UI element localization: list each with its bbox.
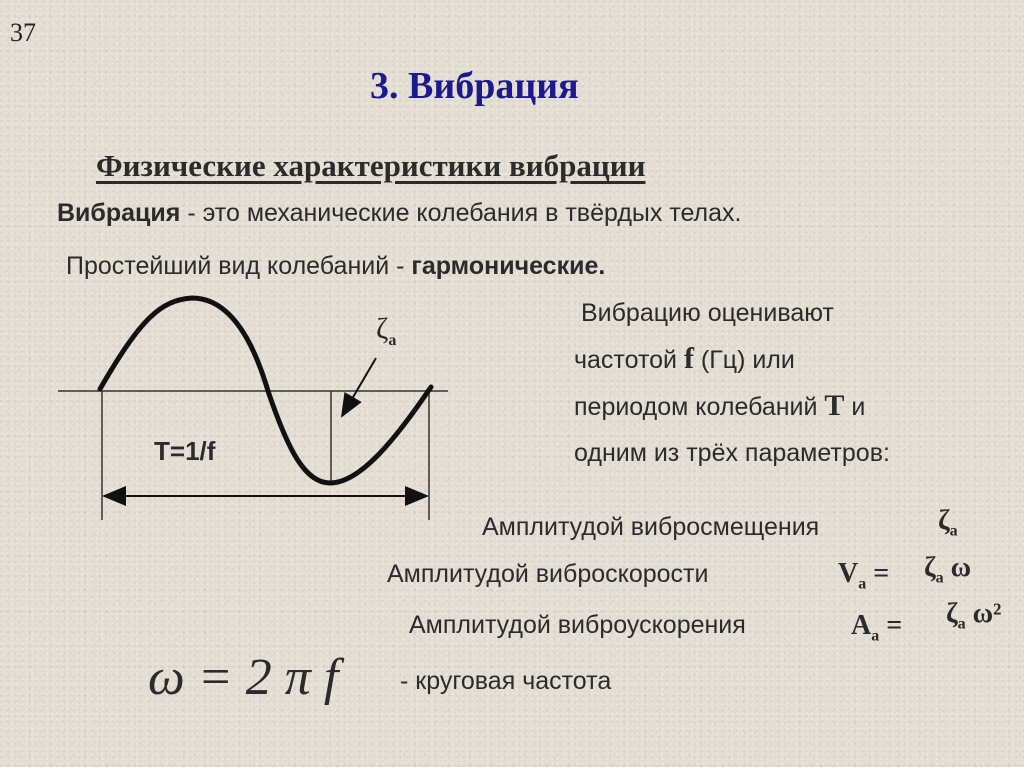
harmonic-bold: гармонические. — [411, 252, 606, 280]
period-symbol: T — [824, 389, 845, 422]
period-label: T=1/f — [154, 436, 216, 466]
page-number: 37 — [10, 18, 36, 47]
velocity-formula-lhs: $V_a$ = — [838, 558, 890, 593]
assessment-line-4: одним из трёх параметров: — [574, 439, 890, 467]
acceleration-formula-lhs: $A_a$ = — [851, 610, 903, 645]
amplitude-label: $\zeta_a$ — [376, 312, 397, 349]
frequency-symbol: f — [683, 342, 694, 375]
page-title: 3. Вибрация — [370, 65, 579, 107]
circular-frequency-description: - круговая частота — [400, 667, 612, 695]
section-subtitle: Физические характеристики вибрации — [96, 148, 646, 183]
assessment-line-3: периодом колебаний T и — [574, 389, 866, 422]
param-acceleration-label: Амплитудой виброускорения — [409, 611, 746, 639]
param-displacement-label: Амплитудой вибросмещения — [482, 513, 820, 541]
displacement-formula: $\zeta_a$ — [938, 505, 958, 540]
harmonic-prefix: Простейший вид колебаний - — [66, 252, 412, 280]
acceleration-formula-rhs: $\zeta_a$ ω² — [946, 598, 1002, 633]
assessment-line-1: Вибрацию оценивают — [580, 299, 834, 327]
assessment-line-2: частотой f (Гц) или — [574, 342, 795, 375]
definition-text: - это механические колебания в твёрдых телах. — [180, 199, 742, 227]
definition-term: Вибрация — [57, 199, 181, 227]
amplitude-arrow — [342, 358, 376, 416]
param-velocity-label: Амплитудой виброскорости — [387, 560, 709, 588]
circular-frequency-equation: ω = 2 π f — [148, 649, 339, 706]
velocity-formula-rhs: $\zeta_a$ ω — [924, 552, 972, 587]
